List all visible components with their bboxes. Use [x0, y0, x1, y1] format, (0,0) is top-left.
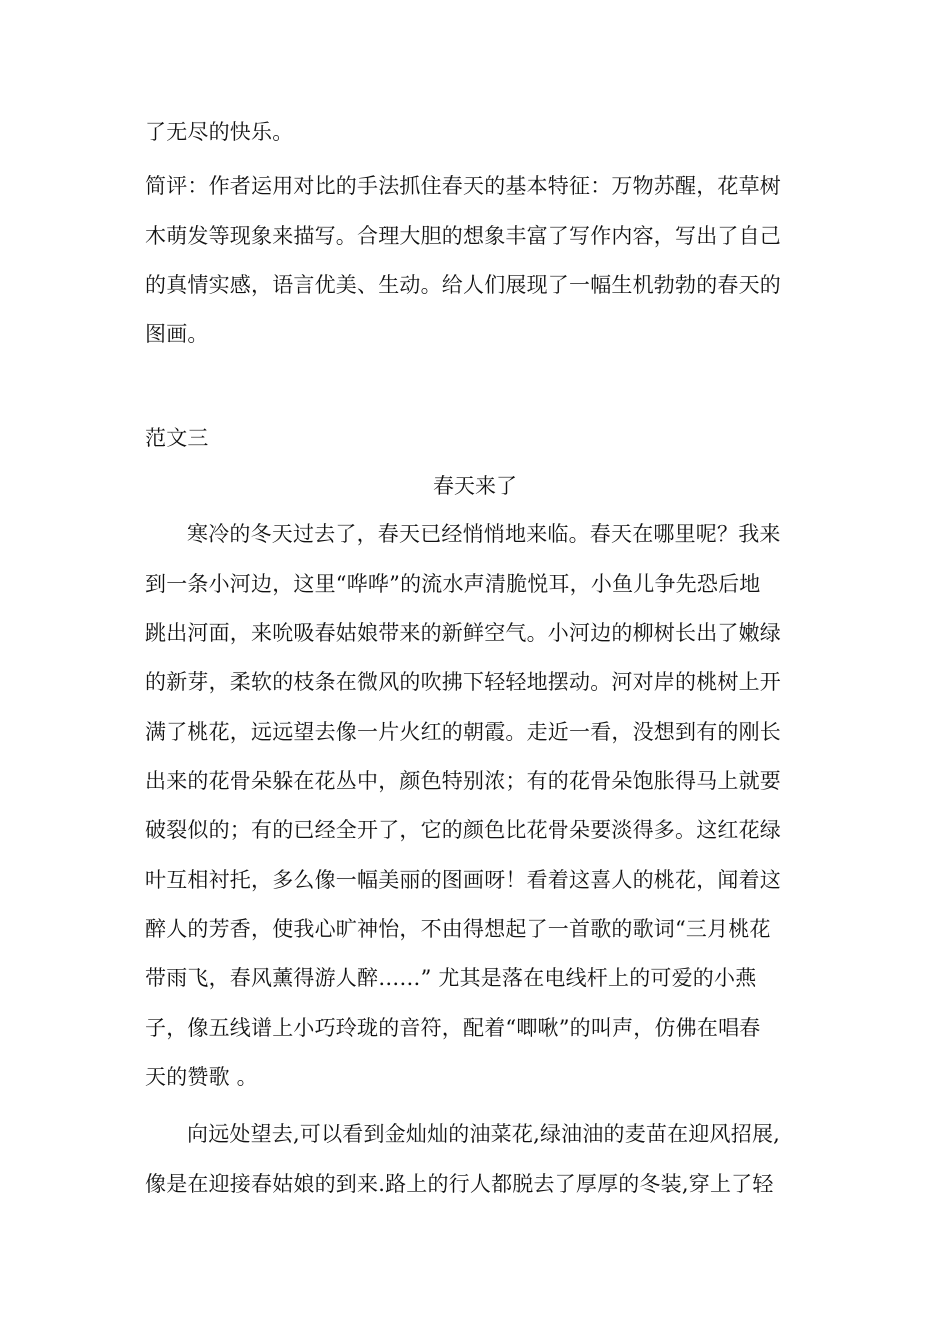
essay-title: 春天来了 [433, 474, 517, 498]
section-label: 范文三 [145, 426, 209, 450]
paragraph-line: 醉人的芳香，使我心旷神怡，不由得想起了一首歌的歌词“三月桃花 [145, 917, 771, 941]
paragraph-line: 叶互相衬托，多么像一幅美丽的图画呀！看着这喜人的桃花，闻着这 [145, 868, 781, 892]
review-line: 的真情实感，语言优美、生动。给人们展现了一幅生机勃勃的春天的 [145, 273, 781, 297]
paragraph-line: 破裂似的；有的已经全开了，它的颜色比花骨朵要淡得多。这红花绿 [145, 818, 781, 842]
paragraph-line: 跳出河面，来吮吸春姑娘带来的新鲜空气。小河边的柳树长出了嫩绿 [145, 621, 781, 645]
paragraph-line: 天的赞歌 。 [145, 1065, 258, 1089]
text-line: 了无尽的快乐。 [145, 120, 294, 144]
paragraph-line: 寒冷的冬天过去了，春天已经悄悄地来临。春天在哪里呢？我来 [187, 522, 781, 546]
review-line: 简评：作者运用对比的手法抓住春天的基本特征：万物苏醒，花草树 [145, 174, 781, 198]
paragraph-line: 向远处望去,可以看到金灿灿的油菜花,绿油油的麦苗在迎风招展, [187, 1122, 781, 1146]
paragraph-line: 到一条小河边，这里“哗哗”的流水声清脆悦耳，小鱼儿争先恐后地 [145, 572, 761, 596]
review-line: 木萌发等现象来描写。合理大胆的想象丰富了写作内容，写出了自己 [145, 224, 781, 248]
paragraph-line: 带雨飞，春风薰得游人醉……” 尤其是落在电线杆上的可爱的小燕 [145, 966, 757, 990]
paragraph-line: 子，像五线谱上小巧玲珑的音符，配着“唧啾”的叫声，仿佛在唱春 [145, 1016, 761, 1040]
review-line: 图画。 [145, 322, 209, 346]
paragraph-line: 满了桃花，远远望去像一片火红的朝霞。走近一看，没想到有的刚长 [145, 720, 781, 744]
paragraph-line: 像是在迎接春姑娘的到来.路上的行人都脱去了厚厚的冬装,穿上了轻 [145, 1172, 774, 1196]
paragraph-line: 的新芽，柔软的枝条在微风的吹拂下轻轻地摆动。河对岸的桃树上开 [145, 670, 781, 694]
paragraph-line: 出来的花骨朵躲在花丛中，颜色特别浓；有的花骨朵饱胀得马上就要 [145, 769, 781, 793]
